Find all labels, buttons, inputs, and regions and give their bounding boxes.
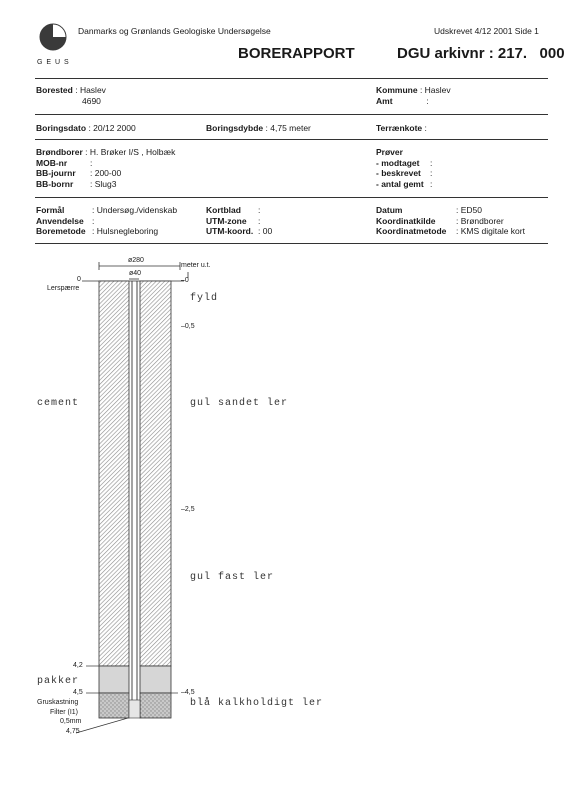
diameter-outer-label: ø280 <box>128 257 144 264</box>
utm-koord-row: UTM-koord. : 00 <box>206 226 273 236</box>
archive-number: DGU arkivnr : 217. 000 <box>397 45 565 62</box>
gravel-right <box>140 693 171 718</box>
amt-label: Amt <box>376 96 393 106</box>
samples-received-row: - modtaget : <box>376 157 433 168</box>
diameter-inner-label: ø40 <box>129 270 142 277</box>
borested-value: : Haslev <box>75 85 106 95</box>
koordinatmetode-row: Koordinatmetode : KMS digitale kort <box>376 226 525 236</box>
layer-fyld: fyld <box>190 293 219 304</box>
depth-475: 4,75 <box>66 728 80 735</box>
depth-zero-left: 0 <box>77 276 81 283</box>
unit-label: meter u.t. <box>181 262 211 269</box>
layer-gul-fast-ler: gul fast ler <box>190 572 275 583</box>
depth-45-right: –4,5 <box>181 689 195 696</box>
borested-label: Borested <box>36 85 73 95</box>
cement-label: cement <box>37 398 80 409</box>
samples-title: Prøver <box>376 147 403 157</box>
boringsdybde-value: : 4,75 meter <box>265 123 311 133</box>
boremetode-row: Boremetode : Hulsnegleboring <box>36 226 159 236</box>
logo-text: G E U S <box>37 59 70 66</box>
pakker-right <box>140 666 171 693</box>
cement-right-column <box>140 281 171 666</box>
terraenkote-value: : <box>424 123 427 133</box>
depth-zero-right: –0 <box>181 277 189 284</box>
terraenkote-label: Terrænkote <box>376 123 423 133</box>
anvendelse-row: Anvendelse : <box>36 215 95 226</box>
pakker-left <box>99 666 129 693</box>
print-info: Udskrevet 4/12 2001 Side 1 <box>434 26 539 36</box>
depth-45-left: 4,5 <box>73 689 83 696</box>
samples-kept-row: - antal gemt : <box>376 178 433 189</box>
mob-row: MOB-nr : <box>36 157 93 168</box>
kommune-label: Kommune <box>376 85 418 95</box>
bb-journr-row: BB-journr : 200-00 <box>36 168 122 178</box>
boringsdato-label: Boringsdato <box>36 123 87 133</box>
boringsdato-value: : 20/12 2000 <box>88 123 136 133</box>
filter-label: Filter (I1) <box>50 709 78 716</box>
gravel-left <box>99 693 129 718</box>
filter-size-label: 0,5mm <box>60 718 82 725</box>
depth-05: –0,5 <box>181 323 195 330</box>
pakker-label: pakker <box>37 676 80 687</box>
bb-bornr-row: BB-bornr : Slug3 <box>36 178 117 189</box>
layer-blaa-kalkholdigt-ler: blå kalkholdigt ler <box>190 698 324 709</box>
koordinatkilde-row: Koordinatkilde : Brøndborer <box>376 215 504 226</box>
samples-described-row: - beskrevet : <box>376 168 433 178</box>
depth-42: 4,2 <box>73 662 83 669</box>
kortblad-row: Kortblad : <box>206 205 261 215</box>
depth-25: –2,5 <box>181 506 195 513</box>
cement-left-column <box>99 281 129 666</box>
amt-value: : <box>426 96 429 106</box>
org-name: Danmarks og Grønlands Geologiske Undersøgelse <box>78 26 271 36</box>
kommune-value: : Haslev <box>419 85 451 95</box>
driller-row: Brøndborer : H. Brøker I/S , Holbæk <box>36 147 176 157</box>
filter-screen <box>129 700 140 718</box>
formaal-row: Formål : Undersøg./videnskab <box>36 205 178 215</box>
lerspaerre-label: Lerspærre <box>47 285 80 292</box>
borested-zip: 4690 <box>82 96 101 106</box>
gruskastning-label: Gruskastning <box>37 699 79 706</box>
boringsdybde-label: Boringsdybde <box>206 123 264 133</box>
datum-row: Datum : ED50 <box>376 205 482 215</box>
layer-gul-sandet-ler: gul sandet ler <box>190 398 289 409</box>
report-title: BORERAPPORT <box>238 45 355 62</box>
utm-zone-row: UTM-zone : <box>206 215 261 226</box>
